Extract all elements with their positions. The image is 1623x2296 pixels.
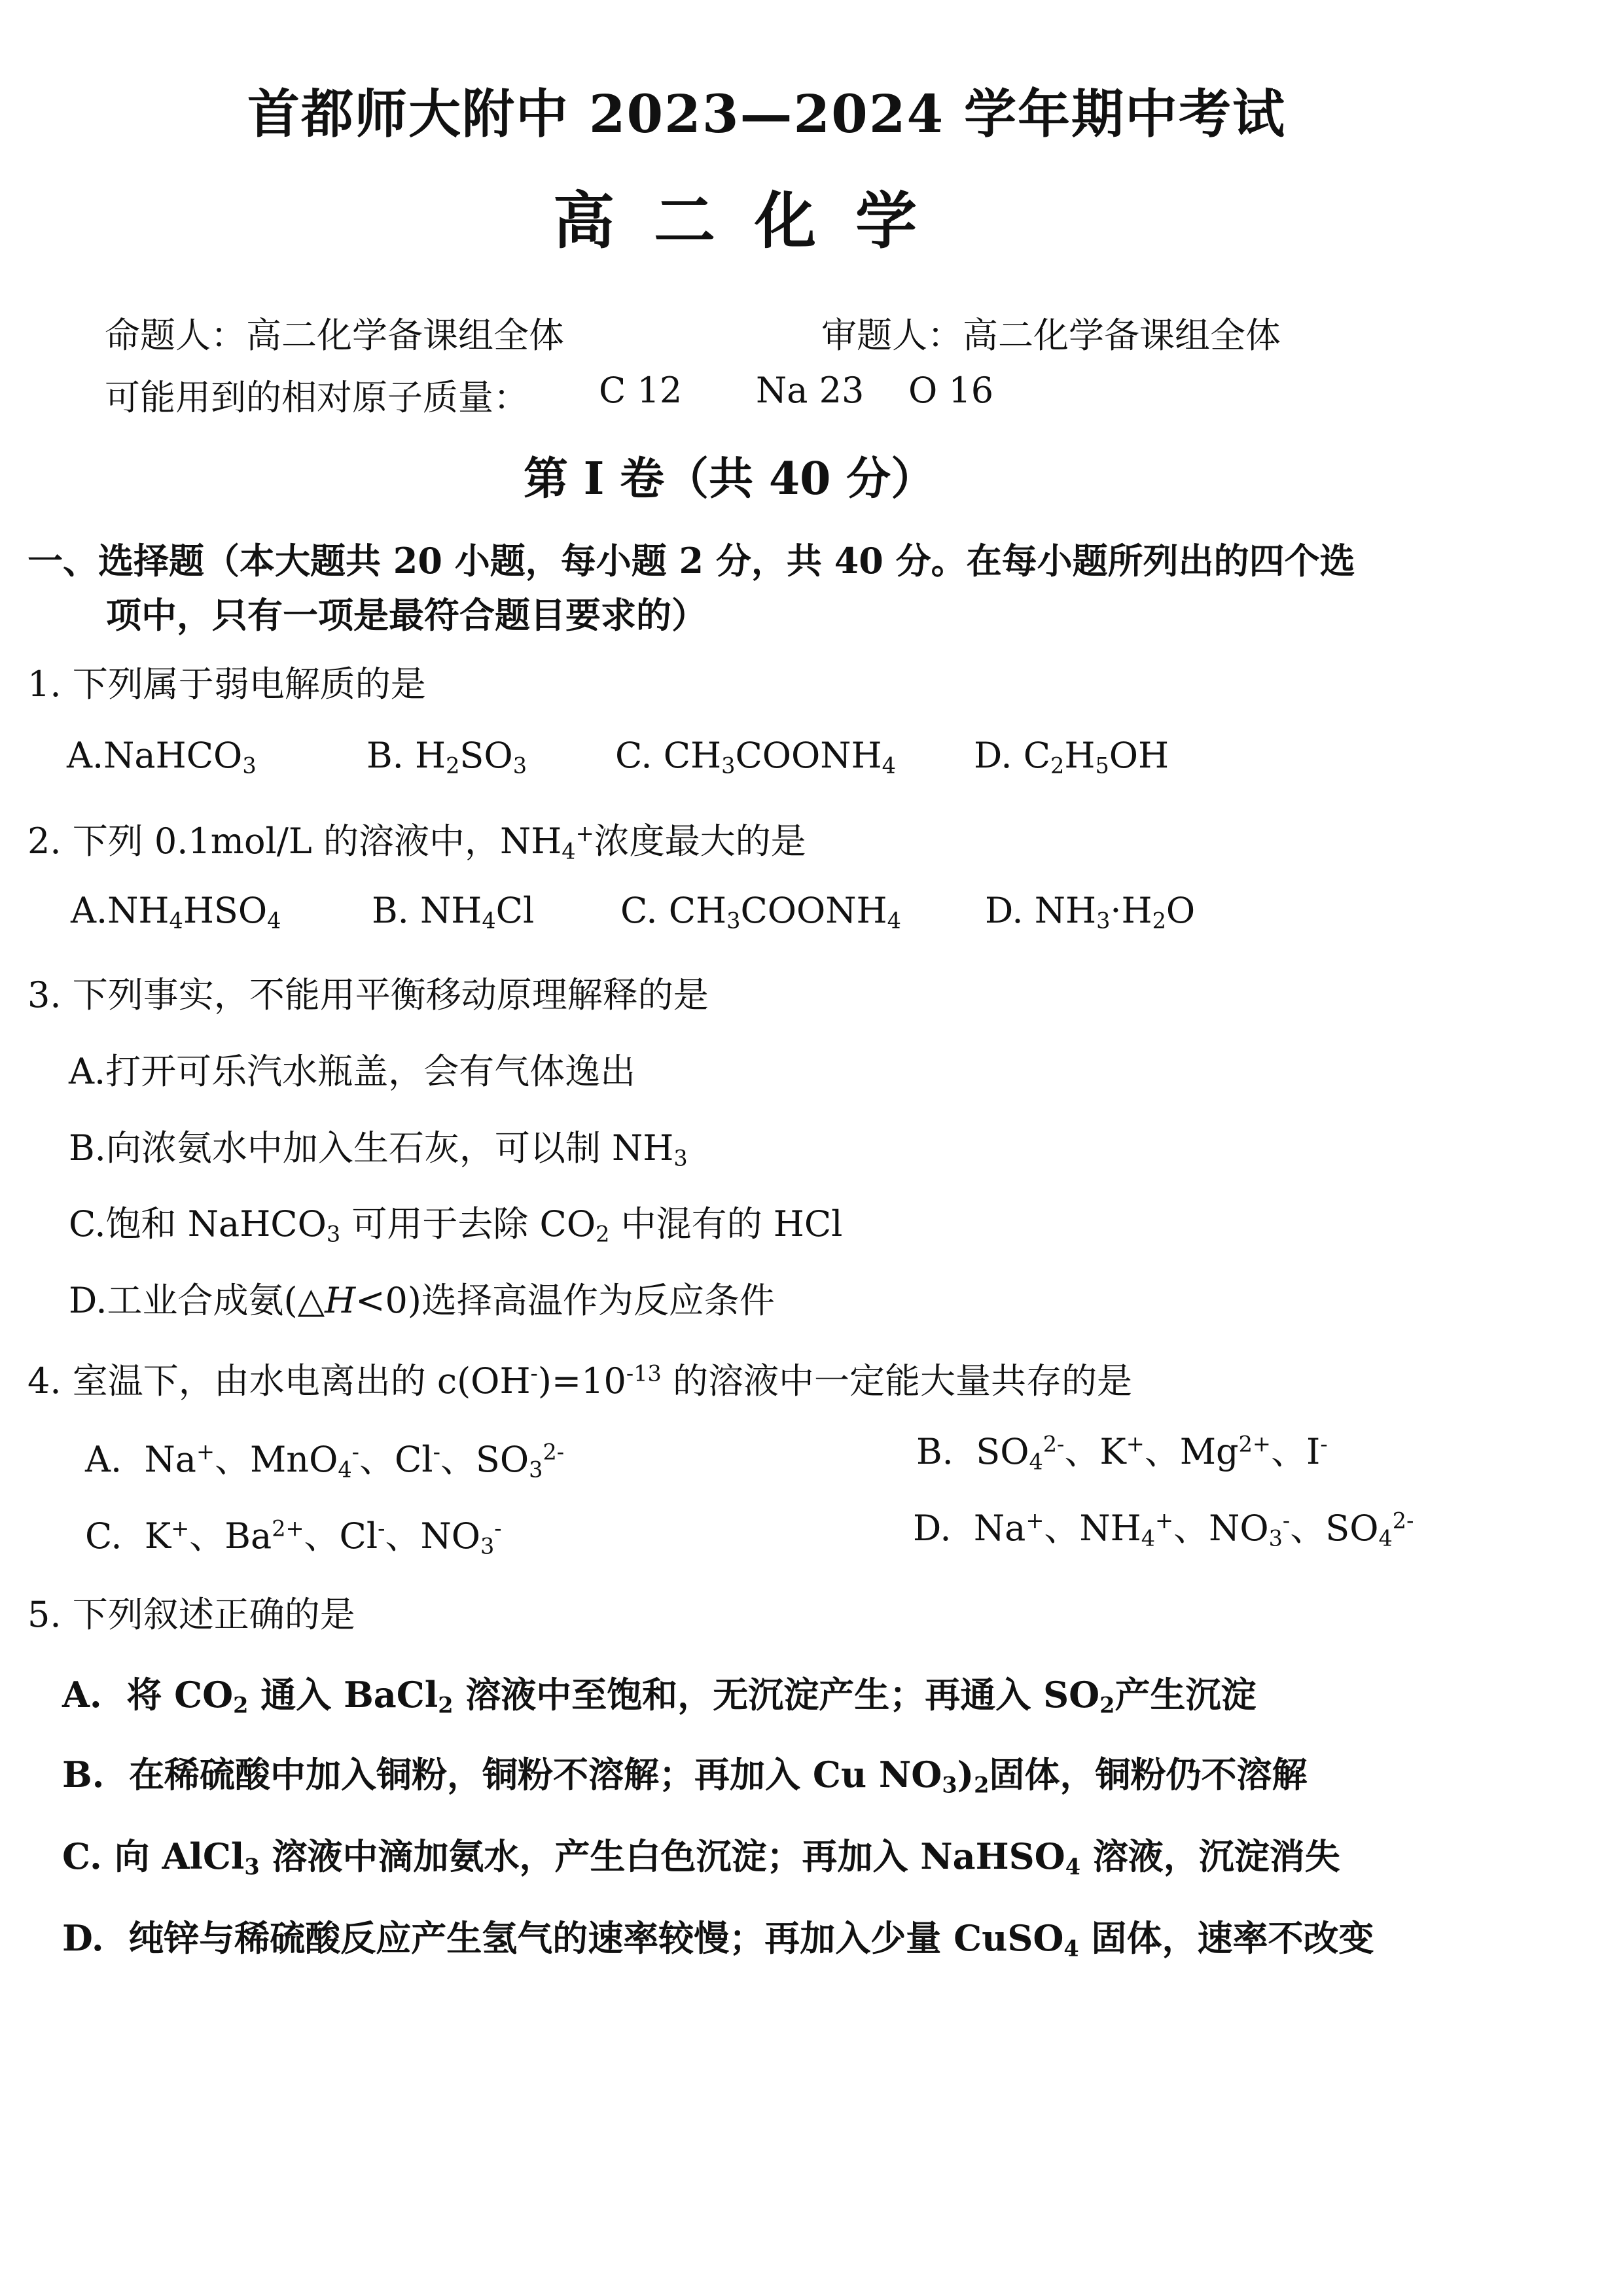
q4-option-a: A. Na+、MnO$_4$-、Cl-、$SO_3^{2-}$ bbox=[85, 1439, 565, 1483]
question-3-stem: 3. 下列事实，不能用平衡移动原理解释的是 bbox=[27, 974, 709, 1016]
q5-option-b: B. 在稀硫酸中加入铜粉，铜粉不溶解；再加入 Cu $NO_3)_2$固体，铜粉仍不溶解 bbox=[62, 1754, 1308, 1798]
q2-option-b: B. $NH_4Cl$ bbox=[372, 890, 535, 934]
q4-option-b: B. $SO_4^{2-}$、K+、$Mg^{2+}$、I- bbox=[916, 1431, 1328, 1475]
formula: $C_2H_5OH$ bbox=[1023, 735, 1169, 779]
atomic-masses-label: 可能用到的相对原子质量： bbox=[105, 377, 529, 418]
question-1-stem bbox=[27, 656, 426, 707]
mass-o: O 16 bbox=[908, 370, 994, 411]
question-2-number: 2. bbox=[27, 821, 62, 862]
q3-option-d: D.工业合成氨(△H<0)选择高温作为反应条件 bbox=[69, 1280, 775, 1321]
author-name: 高二化学备课组全体 bbox=[246, 315, 564, 356]
question-1-number: 1. bbox=[27, 663, 62, 705]
q1-option-b bbox=[366, 735, 527, 779]
q1-option-b-letter: B. bbox=[366, 735, 404, 776]
part1-heading: 第 I 卷（共 40 分） bbox=[524, 453, 936, 505]
q2-option-d: D. $NH_3\cdot H_2O$ bbox=[985, 890, 1196, 934]
instruction-line-1: 一、选择题（本大题共 20 小题，每小题 2 分，共 40 分。在每小题所列出的四个选 bbox=[27, 540, 1355, 582]
exam-title: 首都师大附中 2023—2024 学年期中考试 bbox=[247, 83, 1287, 145]
q1-option-c bbox=[615, 735, 896, 779]
q1-option-a bbox=[67, 735, 257, 779]
question-5-number: 5. bbox=[27, 1594, 62, 1635]
q5-option-c: C. 向 AlCl$_3$ 溶液中滴加氨水，产生白色沉淀；再加入 NaHSO$_4$ 溶液，沉淀消失 bbox=[62, 1835, 1340, 1880]
mass-c: C 12 bbox=[599, 370, 683, 411]
reviewer-label: 审题人： bbox=[821, 315, 963, 356]
q2-option-a: $A.NH_4HSO_4$ bbox=[71, 890, 281, 934]
question-4-number: 4. bbox=[27, 1360, 62, 1402]
q2-option-c: C. $CH_3COONH_4$ bbox=[620, 890, 901, 934]
q3-option-b: B.向浓氨水中加入生石灰，可以制 $NH_3$ bbox=[69, 1127, 688, 1171]
question-5-stem: 5. 下列叙述正确的是 bbox=[27, 1594, 355, 1635]
q1-option-c-letter: C. bbox=[615, 735, 652, 776]
q3-option-a: A.打开可乐汽水瓶盖，会有气体逸出 bbox=[69, 1051, 636, 1092]
q1-option-a-letter: A. bbox=[67, 735, 104, 776]
author-label: 命题人： bbox=[105, 315, 246, 356]
reviewer-line bbox=[821, 308, 1281, 358]
question-2-stem: 2. 下列 0.1mol/L 的溶液中，$NH_4^+$浓度最大的是 bbox=[27, 821, 806, 864]
q3-option-c: C.饱和 NaHCO$_3$ 可用于去除 $CO_2$ 中混有的 HCl bbox=[69, 1203, 843, 1247]
formula: $CH_3COONH_4$ bbox=[663, 735, 896, 779]
q5-option-a: A. 将 $CO_2$ 通入 BaCl$_2$ 溶液中至饱和，无沉淀产生；再通入 $SO_2$产生沉淀 bbox=[62, 1674, 1257, 1718]
instruction-line-2: 项中，只有一项是最符合题目要求的） bbox=[106, 594, 707, 636]
question-4-stem: 4. 室温下，由水电离出的 $c(OH^-)=10^{-13}$ 的溶液中一定能大量共存的是 bbox=[27, 1360, 1132, 1402]
q4-option-c: C. K+、$Ba^{2+}$、Cl-、$NO_3^-$ bbox=[85, 1515, 502, 1559]
mass-na: Na 23 bbox=[756, 370, 865, 411]
question-1-text: 下列属于弱电解质的是 bbox=[72, 663, 426, 705]
q1-option-d-letter: D. bbox=[974, 735, 1012, 776]
q1-option-d bbox=[974, 735, 1169, 779]
formula: $H_2SO_3$ bbox=[415, 735, 527, 779]
q4-option-d: D. Na+、$NH_4^+$、$NO_3^-$、$SO_4^{2-}$ bbox=[913, 1508, 1414, 1551]
q5-option-d: D. 纯锌与稀硫酸反应产生氢气的速率较慢；再加入少量 CuSO$_4$ 固体，速率不改变 bbox=[62, 1917, 1374, 1962]
subject-title: 高二化学 bbox=[553, 185, 957, 257]
formula: NaHCO$_3$ bbox=[103, 735, 257, 779]
author-line bbox=[105, 308, 564, 358]
reviewer-name: 高二化学备课组全体 bbox=[963, 315, 1281, 356]
question-3-number: 3. bbox=[27, 974, 62, 1016]
